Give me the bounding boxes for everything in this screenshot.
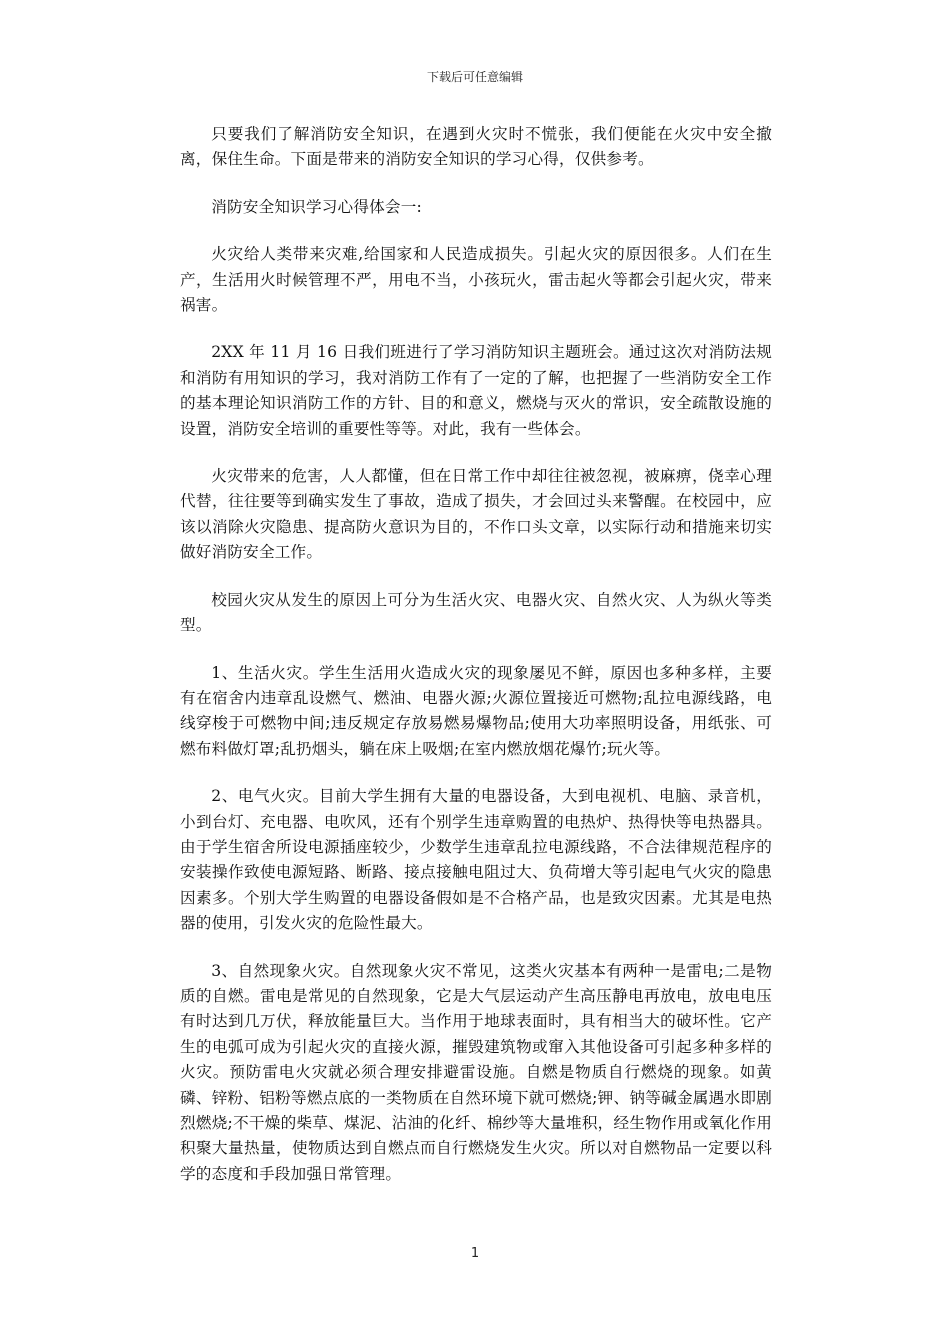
body-paragraph: 2XX 年 11 月 16 日我们班进行了学习消防知识主题班会。通过这次对消防法规和消防有用知识的学习，我对消防工作有了一定的了解，也把握了一些消防安全工作的基本理论知识消防工作的方针、目的和意义，燃烧与灭火的常识，安全疏散设施的设置，消防安全培训的重要性等等。对此，我有一些体会。 bbox=[180, 343, 772, 438]
document-body bbox=[180, 122, 772, 1209]
page-number: 1 bbox=[470, 1246, 480, 1261]
body-paragraph: 火灾带来的危害，人人都懂，但在日常工作中却往往被忽视，被麻痹，侥幸心理代替，往往要等到确实发生了事故，造成了损失，才会回过头来警醒。在校园中，应该以消除火灾隐患、提高防火意识为目的，不作口头文章，以实际行动和措施来切实做好消防安全工作。 bbox=[180, 467, 772, 562]
header-note: 下载后可任意编辑 bbox=[426, 70, 523, 84]
section-heading: 消防安全知识学习心得体会一: bbox=[211, 197, 422, 216]
body-paragraph: 校园火灾从发生的原因上可分为生活火灾、电器火灾、自然火灾、人为纵火等类型。 bbox=[180, 590, 772, 635]
list-paragraph-1: 1、生活火灾。学生生活用火造成火灾的现象屡见不鲜，原因也多种多样，主要有在宿舍内违章乱设燃气、燃油、电器火源;火源位置接近可燃物;乱拉电源线路，电线穿梭于可燃物中间;违反规定存放易燃易爆物品;使用大功率照明设备，用纸张、可燃布料做灯罩;乱扔烟头，躺在床上吸烟;在室内燃放烟花爆竹;玩火等。 bbox=[180, 663, 772, 758]
list-paragraph-2: 2、电气火灾。目前大学生拥有大量的电器设备，大到电视机、电脑、录音机，小到台灯、充电器、电吹风，还有个别学生违章购置的电热炉、热得快等电热器具。由于学生宿舍所设电源插座较少，少数学生违章乱拉电源线路，不合法律规范程序的安装操作致使电源短路、断路、接点接触电阻过大、负荷增大等引起电气火灾的隐患因素多。个别大学生购置的电器设备假如是不合格产品，也是致灾因素。尤其是电热器的使用，引发火灾的危险性最大。 bbox=[180, 787, 772, 933]
body-paragraph: 火灾给人类带来灾难,给国家和人民造成损失。引起火灾的原因很多。人们在生产，生活用火时候管理不严，用电不当，小孩玩火，雷击起火等都会引起火灾，带来祸害。 bbox=[180, 245, 772, 315]
intro-paragraph: 只要我们了解消防安全知识，在遇到火灾时不慌张，我们便能在火灾中安全撤离，保住生命。下面是带来的消防安全知识的学习心得，仅供参考。 bbox=[180, 125, 772, 169]
list-paragraph-3: 3、自然现象火灾。自然现象火灾不常见，这类火灾基本有两种一是雷电;二是物质的自燃。雷电是常见的自然现象，它是大气层运动产生高压静电再放电，放电电压有时达到几万伏，释放能量巨大。当作用于地球表面时，具有相当大的破坏性。它产生的电弧可成为引起火灾的直接火源，摧毁建筑物或窜入其他设备可引起多种多样的火灾。预防雷电火灾就必须合理安排避雷设施。自燃是物质自行燃烧的现象。如黄磷、锌粉、铝粉等燃点底的一类物质在自然环境下就可燃烧;钾、钠等碱金属遇水即剧烈燃烧;不干燥的柴草、煤泥、沾油的化纤、棉纱等大量堆积，经生物作用或氧化作用积聚大量热量，使物质达到自燃点而自行燃烧发生火灾。所以对自燃物品一定要以科学的态度和手段加强日常管理。 bbox=[180, 961, 772, 1183]
